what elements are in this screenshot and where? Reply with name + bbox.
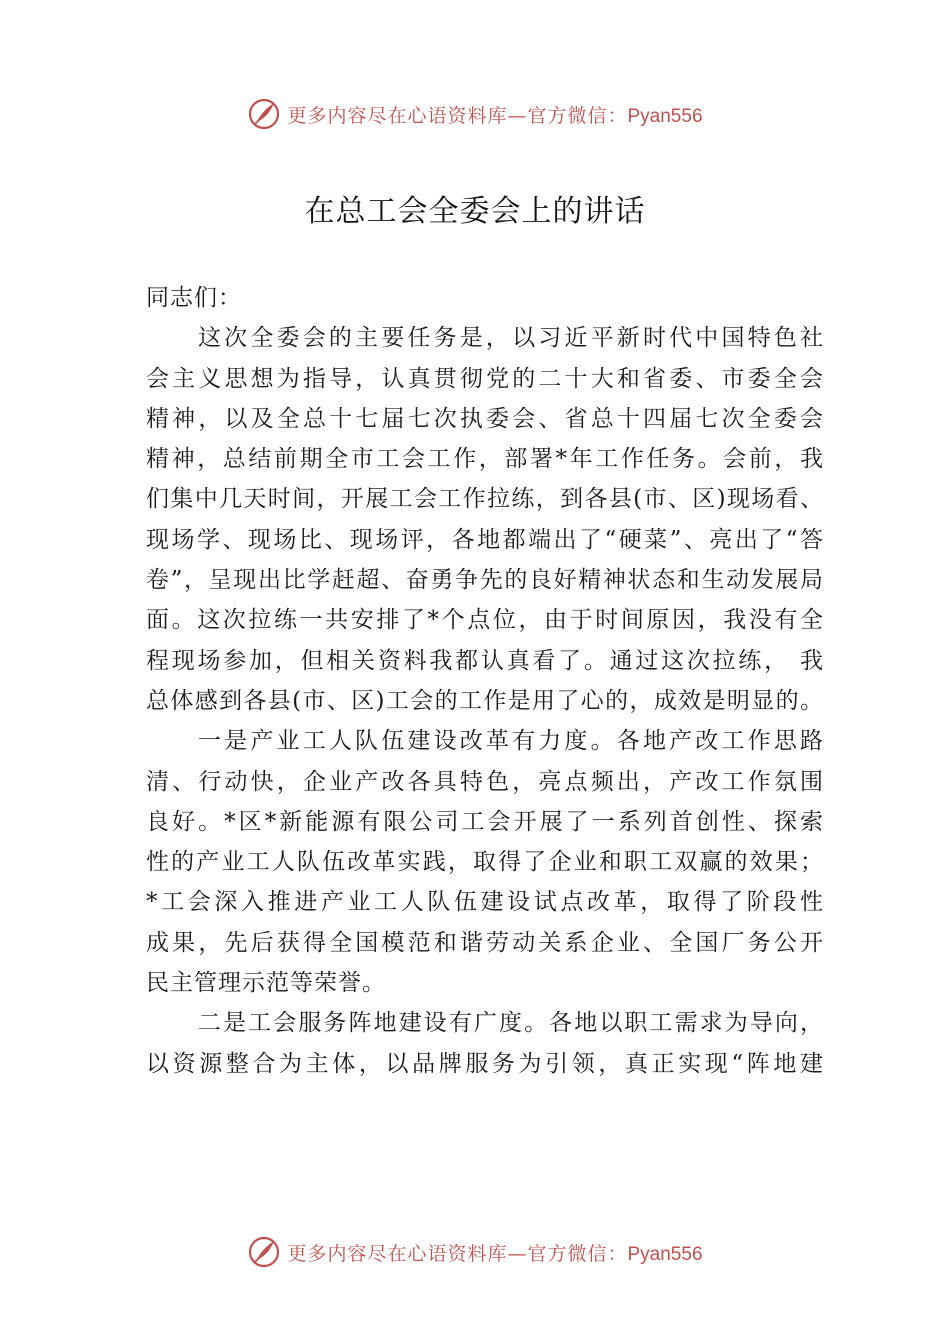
watermark-banner-bottom (0, 1230, 950, 1274)
text-line: 成果，先后获得全国模范和谐劳动关系企业、全国厂务公开 (146, 929, 824, 956)
text-line: 程现场参加，但相关资料我都认真看了。通过这次拉练， 我 (146, 647, 824, 674)
text-line: 精神，以及全总十七届七次执委会、省总十四届七次全委会 (146, 405, 824, 432)
text-line: 现场学、现场比、现场评，各地都端出了“硬菜”、亮出了“答 (146, 526, 824, 553)
text-line: *工会深入推进产业工人队伍建设试点改革，取得了阶段性 (146, 889, 824, 916)
quill-pen-icon (247, 1235, 281, 1269)
document-body (146, 278, 824, 1084)
text-line: 一是产业工人队伍建设改革有力度。各地产改工作思路 (198, 728, 824, 755)
text-line: 二是工会服务阵地建设有广度。各地以职工需求为导向， (198, 1010, 824, 1037)
text-line: 卷”，呈现出比学赶超、奋勇争先的良好精神状态和生动发展局 (146, 567, 824, 594)
document-title: 在总工会全委会上的讲话 (304, 194, 646, 229)
text-line: 民主管理示范等荣誉。 (146, 970, 386, 997)
text-line: 面。这次拉练一共安排了*个点位，由于时间原因，我没有全 (146, 607, 824, 634)
text-line: 总体感到各县(市、区)工会的工作是用了心的，成效是明显的。 (146, 687, 824, 714)
text-line: 这次全委会的主要任务是，以习近平新时代中国特色社 (198, 325, 824, 352)
text-line: 会主义思想为指导，认真贯彻党的二十大和省委、市委全会 (146, 365, 824, 392)
text-line: 精神，总结前期全市工会工作，部署*年工作任务。会前，我 (146, 446, 824, 473)
quill-pen-icon (247, 97, 281, 131)
text-line: 良好。*区*新能源有限公司工会开展了一系列首创性、探索 (146, 808, 824, 835)
text-line: 清、行动快，企业产改各具特色，亮点频出，产改工作氛围 (146, 768, 824, 795)
text-line: 们集中几天时间，开展工会工作拉练，到各县(市、区)现场看、 (146, 486, 824, 513)
watermark-text: 更多内容尽在心语资料库—官方微信：Pyan556 (287, 1242, 703, 1265)
watermark-text: 更多内容尽在心语资料库—官方微信：Pyan556 (287, 104, 703, 127)
salutation: 同志们： (146, 285, 242, 311)
watermark-banner-top (0, 92, 950, 136)
text-line: 以资源整合为主体，以品牌服务为引领，真正实现“阵地建 (146, 1050, 824, 1077)
text-line: 性的产业工人队伍改革实践，取得了企业和职工双赢的效果； (146, 849, 824, 876)
